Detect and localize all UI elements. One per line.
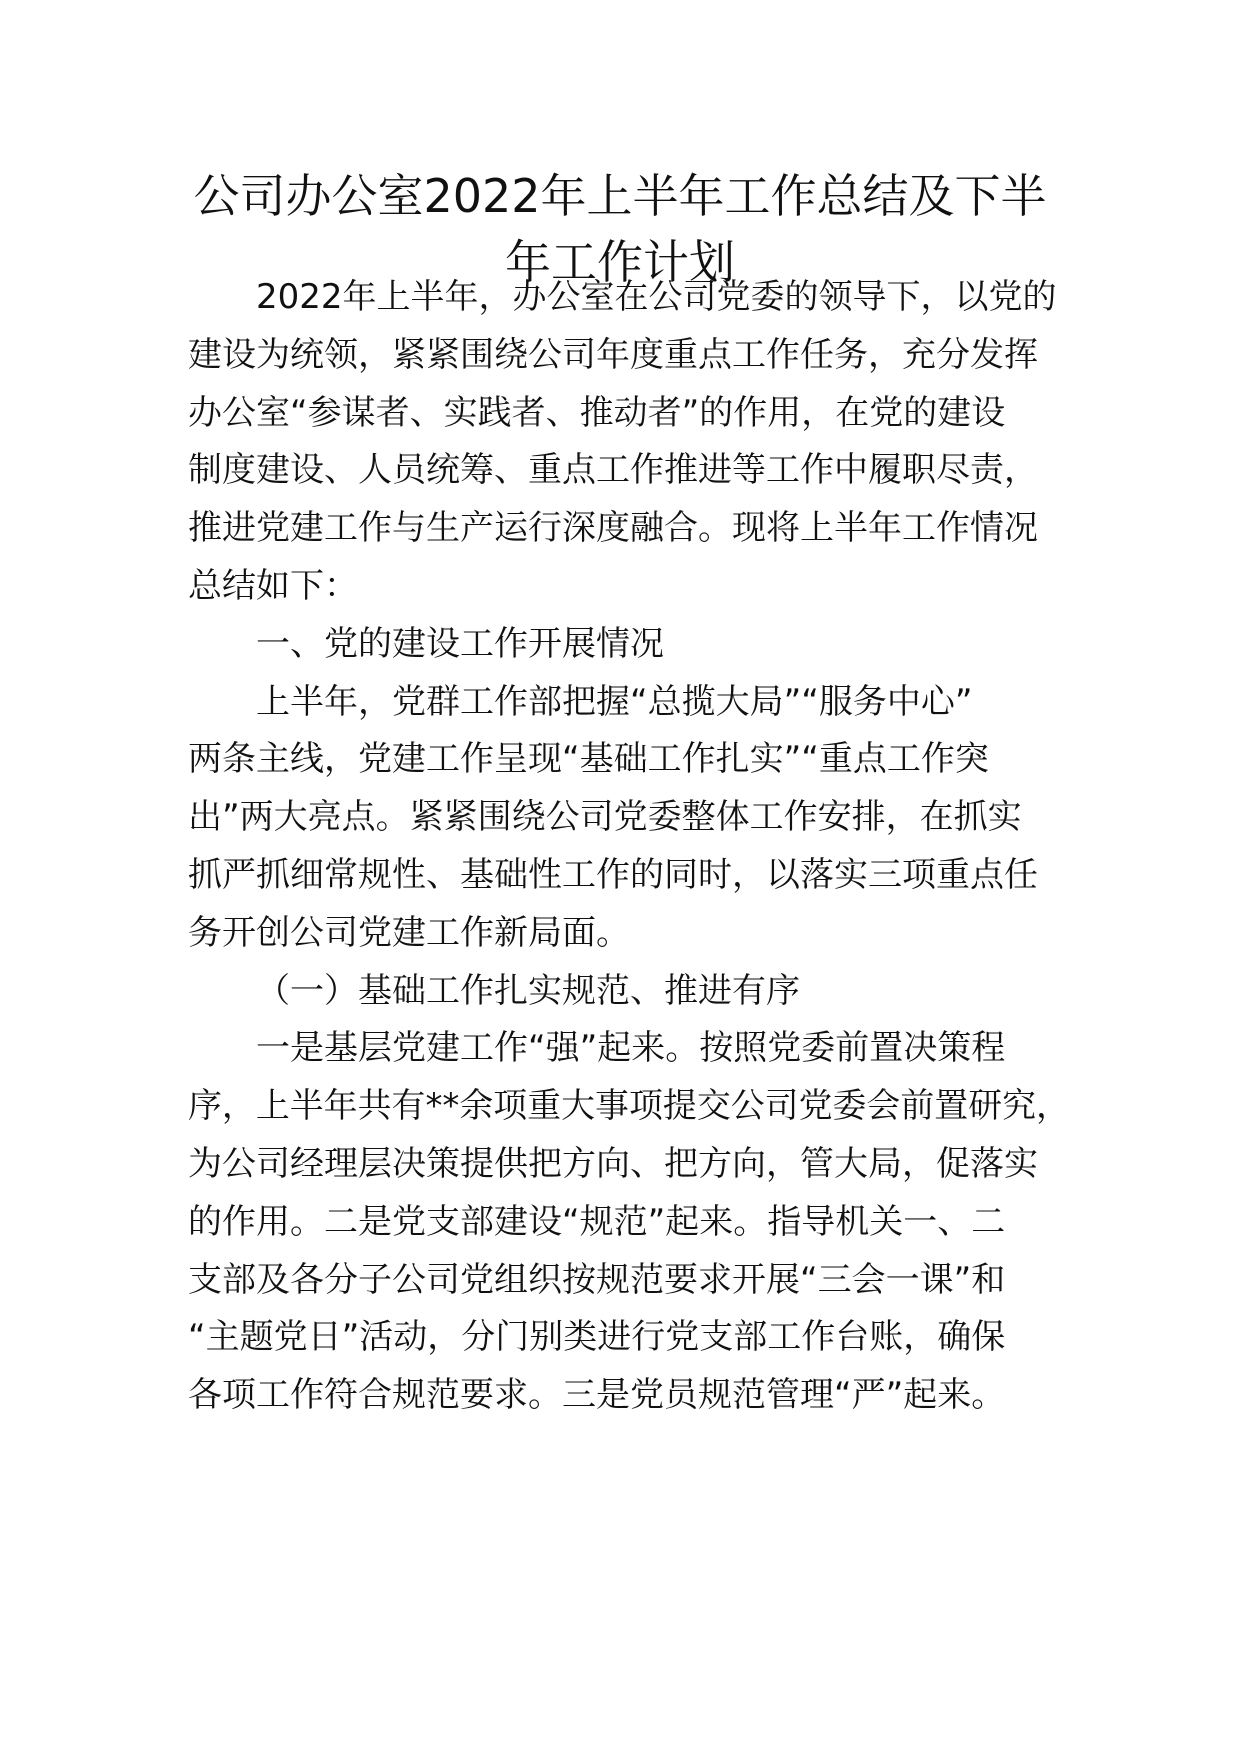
body-text-line: 的作用。二是党支部建设“规范”起来。指导机关一、二 (188, 1201, 1006, 1242)
body-text-line: “主题党日”活动，分门别类进行党支部工作台账，确保 (188, 1317, 1006, 1358)
body-text-line: 出”两大亮点。紧紧围绕公司党委整体工作安排，在抓实 (188, 797, 1022, 838)
body-text-line: 为公司经理层决策提供把方向、把方向，管大局，促落实 (188, 1144, 1038, 1184)
body-text-line: 务开创公司党建工作新局面。 (188, 912, 630, 953)
body-text-line: 一是基层党建工作“强”起来。按照党委前置决策程 (256, 1028, 1006, 1069)
body-text-line: 推进党建工作与生产运行深度融合。现将上半年工作情况 (188, 508, 1038, 549)
body-text-line: 建设为统领，紧紧围绕公司年度重点工作任务，充分发挥 (188, 334, 1038, 375)
body-text-line: 支部及各分子公司党组织按规范要求开展“三会一课”和 (188, 1259, 1006, 1300)
body-text-line: 办公室“参谋者、实践者、推动者”的作用，在党的建设 (188, 392, 1006, 433)
body-text-line: 两条主线，党建工作呈现“基础工作扎实”“重点工作突 (188, 739, 989, 780)
document-title-line-1: 公司办公室2022年上半年工作总结及下半 (193, 169, 1047, 223)
body-text-line: 上半年，党群工作部把握“总揽大局”“服务中心” (256, 681, 973, 722)
body-text-line: 序，上半年共有**余项重大事项提交公司党委会前置研究， (188, 1086, 1070, 1127)
body-text-line: 2022年上半年，办公室在公司党委的领导下，以党的 (256, 277, 1057, 317)
body-text-line: 一、党的建设工作开展情况 (256, 623, 664, 664)
body-text-line: 制度建设、人员统筹、重点工作推进等工作中履职尽责， (188, 450, 1038, 491)
document-title-line-2: 年工作计划 (505, 235, 735, 289)
body-text-line: 总结如下： (188, 566, 358, 606)
body-text-line: （一）基础工作扎实规范、推进有序 (256, 970, 800, 1011)
body-text-line: 各项工作符合规范要求。三是党员规范管理“严”起来。 (188, 1375, 1006, 1416)
body-text-line: 抓严抓细常规性、基础性工作的同时，以落实三项重点任 (188, 855, 1038, 895)
